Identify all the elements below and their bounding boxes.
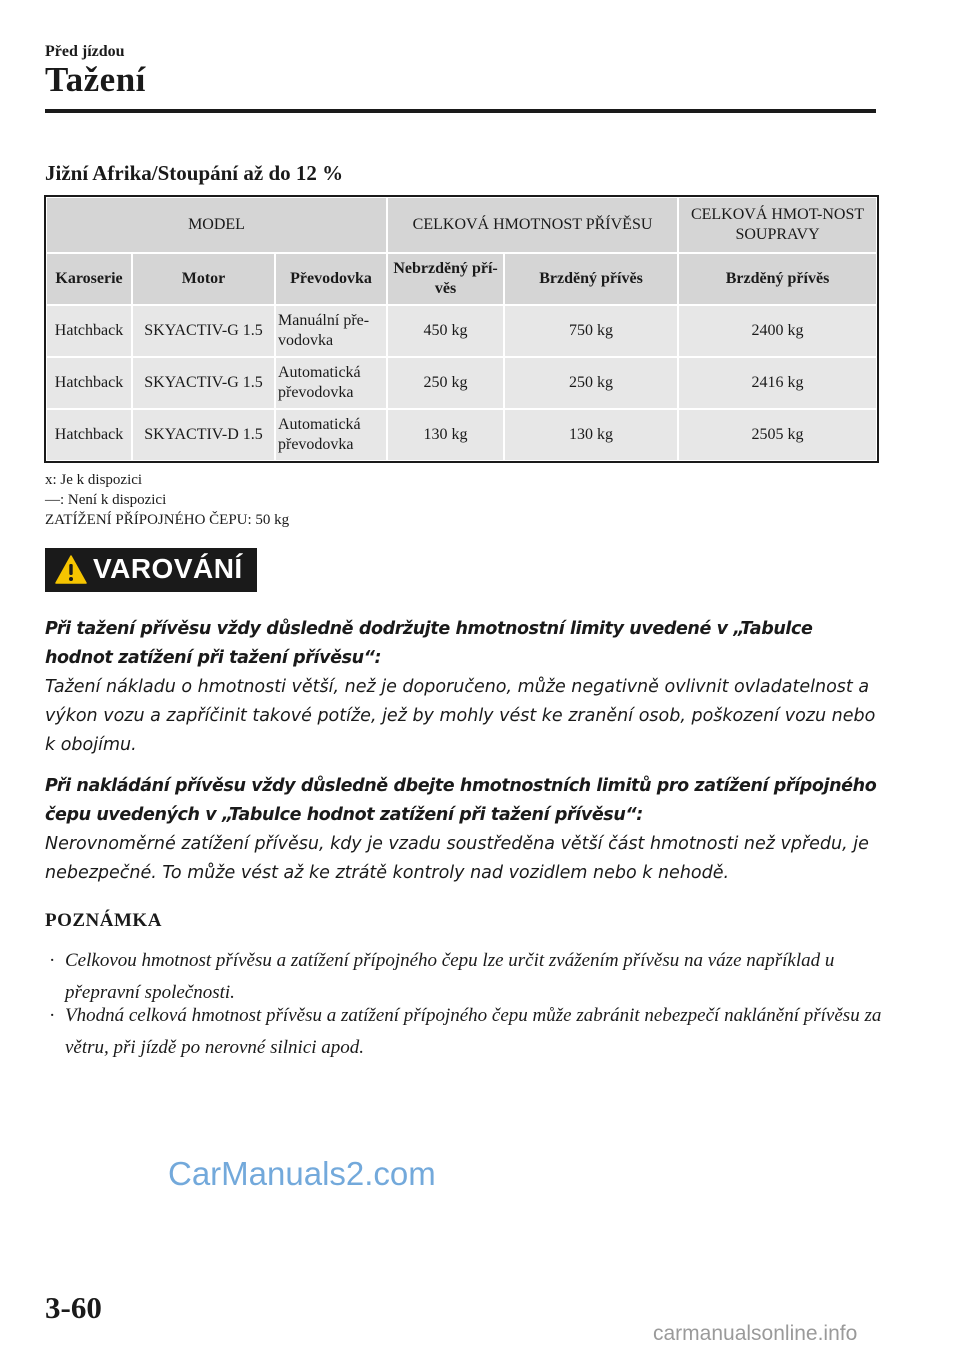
- table-cell: 250 kg: [387, 357, 504, 409]
- warning-1-bold: Při tažení přívěsu vždy důsledně dodržujte hmotnostní limity uvedené v „Tabulce hodnot zatížení při tažení přívěsu“:: [45, 619, 813, 668]
- page-number: 3-60: [45, 1290, 102, 1325]
- table-cell: SKYACTIV-G 1.5: [132, 357, 275, 409]
- warning-badge: [45, 548, 257, 592]
- table-cell: Manuální pře-vodovka: [275, 305, 387, 357]
- table-row: [46, 357, 877, 409]
- page-title: Tažení: [45, 60, 146, 99]
- header-trailer-mass: CELKOVÁ HMOTNOST PŘÍVĚSU: [387, 197, 678, 253]
- legend-hitch-load: ZATÍŽENÍ PŘÍPOJNÉHO ČEPU: 50 kg: [45, 512, 290, 528]
- bullet-icon: ·: [49, 950, 56, 971]
- table-cell: 750 kg: [504, 305, 678, 357]
- table-cell: Automatická převodovka: [275, 357, 387, 409]
- warning-paragraph-2: [45, 772, 880, 888]
- towing-capacity-table: [45, 196, 878, 462]
- table-cell: 2400 kg: [678, 305, 877, 357]
- column-header: Brzděný přívěs: [504, 253, 678, 305]
- table-cell: Hatchback: [46, 357, 132, 409]
- note-item: [45, 1000, 895, 1064]
- table-cell: Automatická převodovka: [275, 409, 387, 461]
- legend-available: x: Je k dispozici: [45, 472, 143, 488]
- warning-triangle-icon: [55, 555, 87, 584]
- title-divider: [45, 109, 876, 113]
- column-header: Motor: [132, 253, 275, 305]
- table-cell: Hatchback: [46, 305, 132, 357]
- warning-2-bold: Při nakládání přívěsu vždy důsledně dbejte hmotnostních limitů pro zatížení přípojného čepu uvedených v „Tabulce hodnot zatížení při tažení přívěsu“:: [45, 776, 877, 825]
- column-header: Nebrzděný pří-věs: [387, 253, 504, 305]
- note-item-text: Vhodná celková hmotnost přívěsu a zatížení přípojného čepu může zabránit nebezpečí naklánění přívěsu za větru, při jízdě po nerovné silnici apod.: [65, 1005, 882, 1058]
- warning-badge-label: VAROVÁNÍ: [93, 553, 243, 584]
- note-item-text: Celkovou hmotnost přívěsu a zatížení přípojného čepu lze určit zvážením přívěsu na váze například u přepravní společnosti.: [65, 950, 835, 1003]
- warning-2-text: Nerovnoměrné zatížení přívěsu, kdy je vzadu soustředěna větší část hmotnosti než vpředu, je nebezpečné. To může vést až ke ztrátě kontroly nad vozidlem nebo k nehodě.: [45, 834, 869, 883]
- table-cell: 2505 kg: [678, 409, 877, 461]
- table-cell: SKYACTIV-G 1.5: [132, 305, 275, 357]
- column-header: Brzděný přívěs: [678, 253, 877, 305]
- watermark[interactable]: CarManuals2.com: [168, 1155, 436, 1192]
- note-title: POZNÁMKA: [45, 910, 162, 931]
- table-cell: SKYACTIV-D 1.5: [132, 409, 275, 461]
- warning-1-text: Tažení nákladu o hmotnosti větší, než je doporučeno, může negativně ovlivnit ovladatelnost a výkon vozu a zapříčinit takové potíže, jež by mohly vést ke zranění osob, poškození vozu nebo k obojímu.: [45, 677, 876, 755]
- table-cell: Hatchback: [46, 409, 132, 461]
- table-cell: 130 kg: [387, 409, 504, 461]
- bullet-icon: ·: [49, 1005, 56, 1026]
- warning-paragraph-1: [45, 615, 880, 760]
- table-cell: 450 kg: [387, 305, 504, 357]
- column-header: Karoserie: [46, 253, 132, 305]
- legend-not-available: —: Není k dispozici: [45, 492, 167, 508]
- table-row: [46, 305, 877, 357]
- table-cell: 130 kg: [504, 409, 678, 461]
- table-row: [46, 409, 877, 461]
- table-heading: Jižní Afrika/Stoupání až do 12 %: [45, 161, 344, 185]
- footer-site-link[interactable]: carmanualsonline.info: [653, 1322, 858, 1345]
- table-cell: 2416 kg: [678, 357, 877, 409]
- breadcrumb: Před jízdou: [45, 43, 125, 60]
- header-model: MODEL: [46, 197, 387, 253]
- header-combination-mass: CELKOVÁ HMOT-NOST SOUPRAVY: [678, 197, 877, 253]
- column-header: Převodovka: [275, 253, 387, 305]
- table-cell: 250 kg: [504, 357, 678, 409]
